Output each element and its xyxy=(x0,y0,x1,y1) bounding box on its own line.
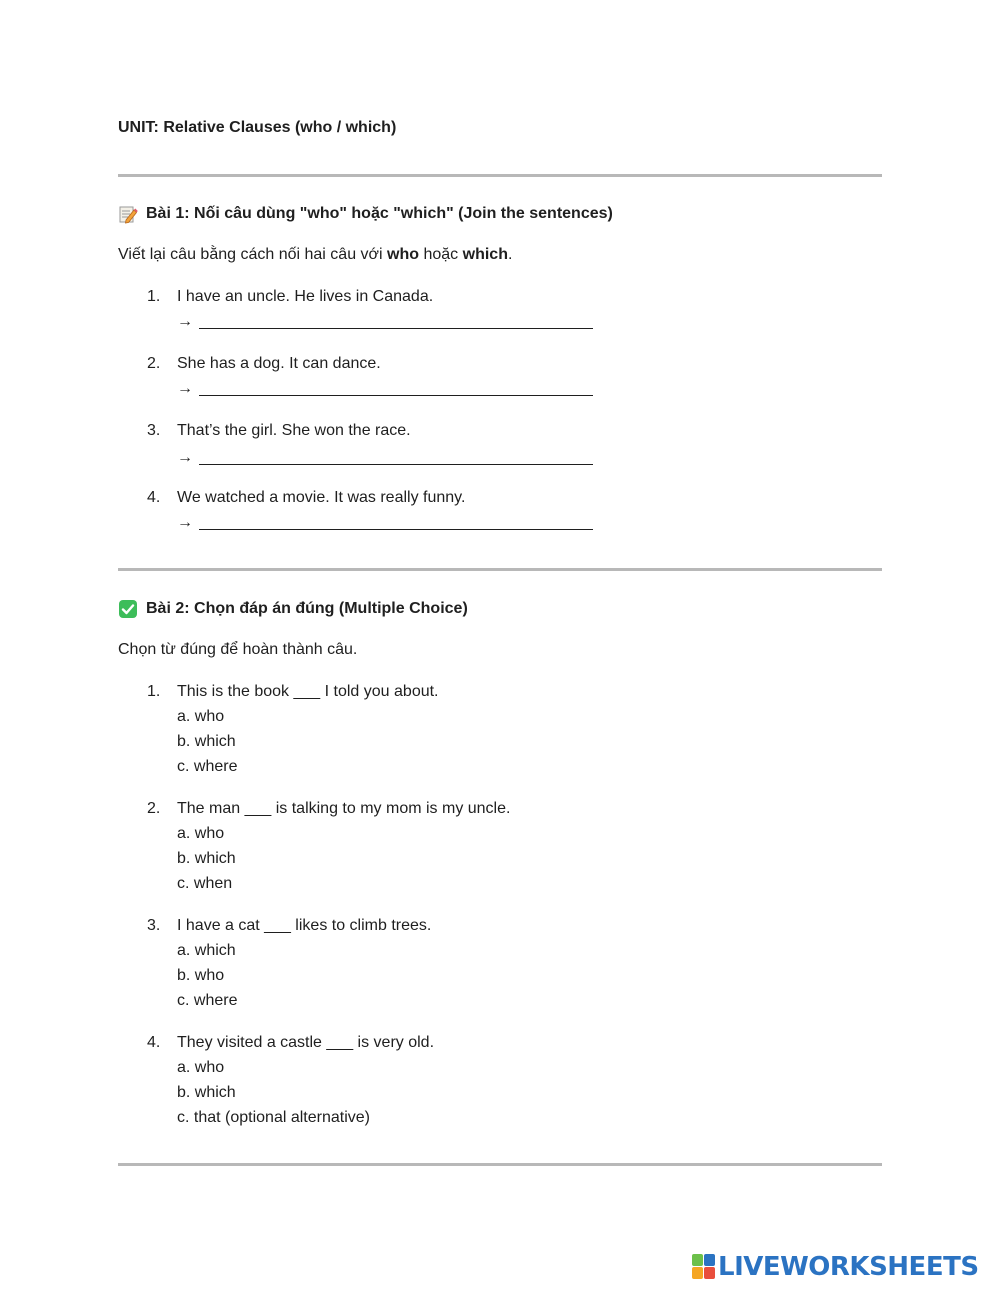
answer-blank[interactable] xyxy=(199,394,593,396)
question-text: We watched a movie. It was really funny. xyxy=(177,489,466,506)
answer-line[interactable] xyxy=(177,514,593,532)
answer-option[interactable]: a. who xyxy=(177,708,225,725)
liveworksheets-logo xyxy=(692,1254,979,1280)
answer-option[interactable]: b. which xyxy=(177,733,236,750)
answer-blank[interactable] xyxy=(199,528,593,530)
section-1-heading-text: Bài 1: Nối câu dùng "who" hoặc "which" (Join the sentences) xyxy=(146,205,613,222)
question-number: 2. xyxy=(147,800,161,817)
memo-pencil-icon xyxy=(118,204,138,224)
answer-option[interactable]: c. when xyxy=(177,875,233,892)
answer-option[interactable]: a. who xyxy=(177,1059,225,1076)
answer-option[interactable]: a. which xyxy=(177,942,236,959)
question-text: I have a cat ___ likes to climb trees. xyxy=(177,917,432,934)
question-number: 3. xyxy=(147,422,161,439)
section-2-heading-text: Bài 2: Chọn đáp án đúng (Multiple Choice) xyxy=(146,600,468,617)
question-number: 4. xyxy=(147,1034,161,1051)
answer-option[interactable]: b. who xyxy=(177,967,225,984)
logo-text: LIVEWORKSHEETS xyxy=(718,1252,979,1282)
arrow-icon: → xyxy=(177,313,193,330)
divider xyxy=(118,174,882,177)
answer-line[interactable] xyxy=(177,380,593,398)
answer-line[interactable] xyxy=(177,313,593,331)
question-text: The man ___ is talking to my mom is my uncle. xyxy=(177,800,511,817)
answer-blank[interactable] xyxy=(199,463,593,465)
answer-option[interactable]: c. where xyxy=(177,992,238,1009)
answer-blank[interactable] xyxy=(199,327,593,329)
question-number: 3. xyxy=(147,917,161,934)
question-text: That’s the girl. She won the race. xyxy=(177,422,411,439)
question-number: 2. xyxy=(147,355,161,372)
instruction-text: . xyxy=(507,246,513,263)
section-1-heading xyxy=(118,204,613,224)
instruction-text: Viết lại câu bằng cách nối hai câu với xyxy=(118,246,388,263)
divider xyxy=(118,1163,882,1166)
question-number: 1. xyxy=(147,288,161,305)
instruction-keyword-which: which xyxy=(462,246,508,263)
question-text: They visited a castle ___ is very old. xyxy=(177,1034,435,1051)
answer-option[interactable]: c. that (optional alternative) xyxy=(177,1109,370,1126)
answer-option[interactable]: a. who xyxy=(177,825,225,842)
liveworksheets-logo-icon xyxy=(692,1254,716,1280)
arrow-icon: → xyxy=(177,514,193,531)
answer-option[interactable]: b. which xyxy=(177,1084,236,1101)
answer-line[interactable] xyxy=(177,449,593,467)
unit-title: UNIT: Relative Clauses (who / which) xyxy=(118,119,397,136)
section-2-instruction: Chọn từ đúng để hoàn thành câu. xyxy=(118,641,358,658)
answer-option[interactable]: c. where xyxy=(177,758,238,775)
arrow-icon: → xyxy=(177,380,193,397)
arrow-icon: → xyxy=(177,449,193,466)
section-1-instruction xyxy=(118,246,512,264)
question-number: 1. xyxy=(147,683,161,700)
question-text: She has a dog. It can dance. xyxy=(177,355,381,372)
question-text: This is the book ___ I told you about. xyxy=(177,683,439,700)
check-mark-button-icon xyxy=(118,599,138,619)
divider xyxy=(118,568,882,571)
answer-option[interactable]: b. which xyxy=(177,850,236,867)
question-text: I have an uncle. He lives in Canada. xyxy=(177,288,434,305)
section-2-heading xyxy=(118,599,468,619)
instruction-text: hoặc xyxy=(419,246,463,263)
instruction-keyword-who: who xyxy=(387,246,420,263)
question-number: 4. xyxy=(147,489,161,506)
